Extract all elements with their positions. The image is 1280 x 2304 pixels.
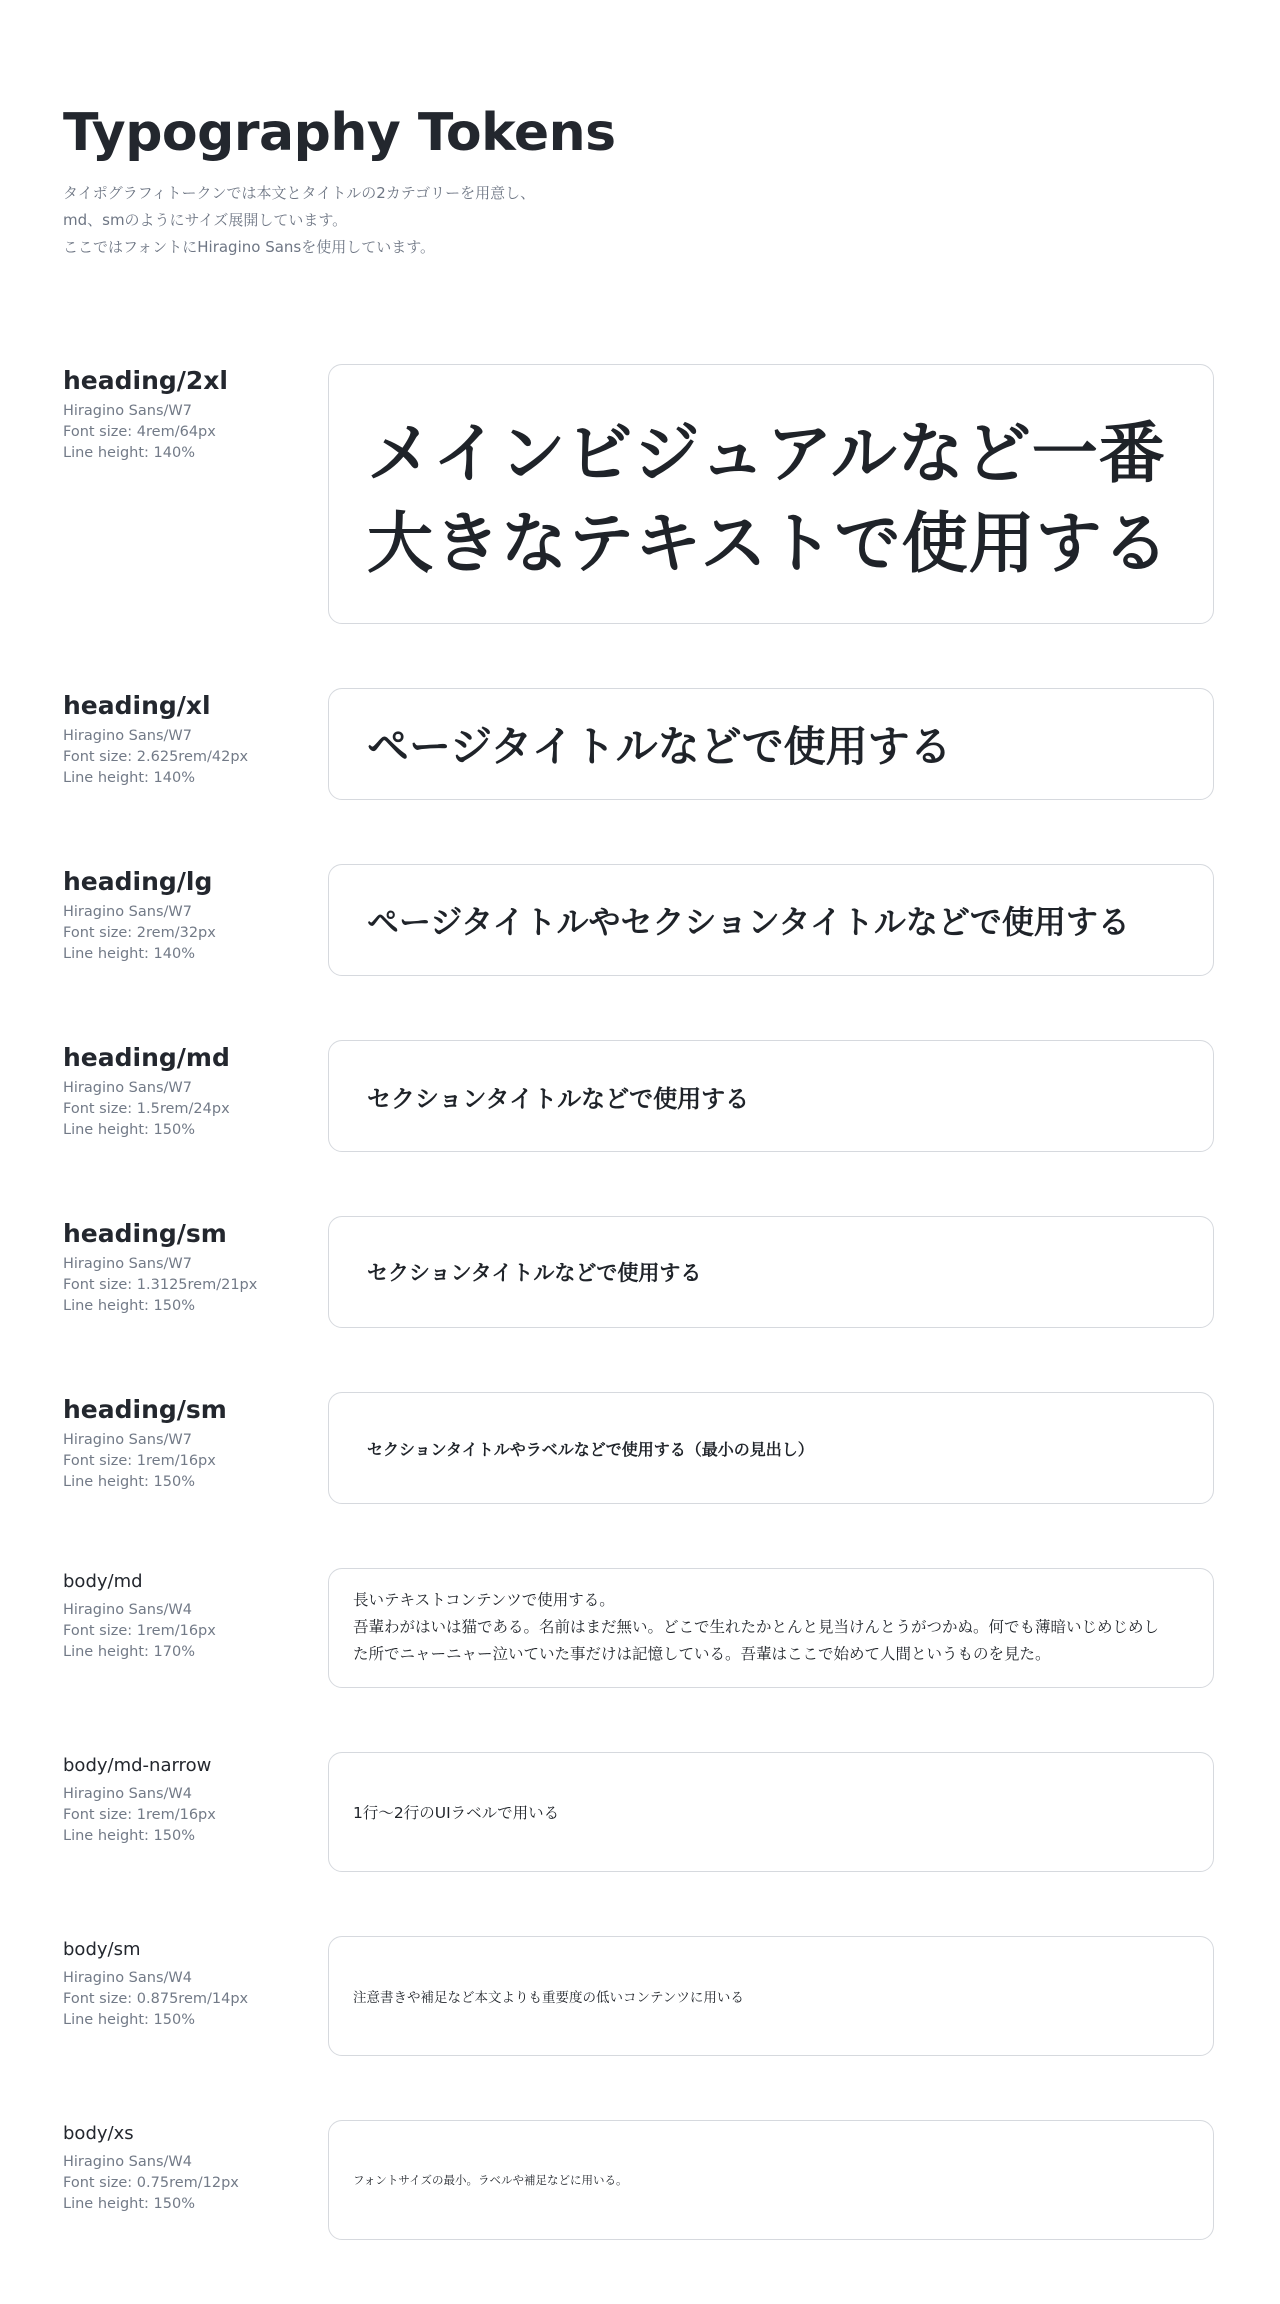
token-line-height: Line height: 140% bbox=[63, 445, 195, 461]
token-sample-card bbox=[328, 688, 1214, 800]
token-sample-text bbox=[353, 1587, 1159, 1668]
token-line-height: Line height: 150% bbox=[63, 2196, 195, 2212]
token-sample-card bbox=[328, 1392, 1214, 1504]
intro-line: md、smのようにサイズ展開しています。 bbox=[63, 211, 348, 229]
token-sample-card bbox=[328, 864, 1214, 976]
token-name: heading/xl bbox=[63, 691, 211, 720]
token-sample-card bbox=[328, 1936, 1214, 2056]
token-font-size: Font size: 4rem/64px bbox=[63, 424, 216, 440]
intro-line: タイポグラフィトークンでは本文とタイトルの2カテゴリーを用意し、 bbox=[63, 184, 536, 202]
sample-line: 吾輩わがはいは猫である。名前はまだ無い。どこで生れたかとんと見当けんとうがつかぬ。何でも薄暗いじめじめし bbox=[353, 1618, 1160, 1636]
token-meta bbox=[63, 1937, 248, 2031]
token-sample-text: 1行〜2行のUIラベルで用いる bbox=[353, 1804, 560, 1822]
token-font-size: Font size: 1.5rem/24px bbox=[63, 1101, 230, 1117]
token-font: Hiragino Sans/W4 bbox=[63, 1602, 192, 1618]
intro-line: ここではフォントにHiragino Sansを使用しています。 bbox=[63, 238, 436, 256]
page-title: Typography Tokens bbox=[63, 103, 616, 163]
token-sample-card bbox=[328, 364, 1214, 624]
token-name: body/xs bbox=[63, 2123, 134, 2144]
token-meta bbox=[63, 2121, 239, 2215]
token-sample-card bbox=[328, 1568, 1214, 1688]
token-meta bbox=[63, 1569, 216, 1663]
token-meta bbox=[63, 364, 228, 464]
token-font: Hiragino Sans/W4 bbox=[63, 1970, 192, 1986]
token-font-size: Font size: 1rem/16px bbox=[63, 1453, 216, 1469]
token-meta bbox=[63, 1217, 257, 1317]
token-font: Hiragino Sans/W7 bbox=[63, 1256, 192, 1272]
token-meta bbox=[63, 1753, 216, 1847]
token-meta bbox=[63, 1041, 230, 1141]
token-font-size: Font size: 1.3125rem/21px bbox=[63, 1277, 258, 1293]
token-line-height: Line height: 140% bbox=[63, 770, 195, 786]
sample-line: 長いテキストコンテンツで使用する。 bbox=[353, 1591, 615, 1609]
token-line-height: Line height: 150% bbox=[63, 1122, 195, 1138]
token-font-size: Font size: 2rem/32px bbox=[63, 925, 216, 941]
token-font-size: Font size: 2.625rem/42px bbox=[63, 749, 249, 765]
token-line-height: Line height: 170% bbox=[63, 1644, 195, 1660]
token-font-size: Font size: 0.75rem/12px bbox=[63, 2175, 239, 2191]
token-font: Hiragino Sans/W7 bbox=[63, 1080, 192, 1096]
token-sample-card bbox=[328, 2120, 1214, 2240]
token-line-height: Line height: 140% bbox=[63, 946, 195, 962]
token-font: Hiragino Sans/W4 bbox=[63, 1786, 192, 1802]
page-intro bbox=[63, 180, 703, 261]
token-name: heading/sm bbox=[63, 1219, 227, 1248]
token-sample-text: セクションタイトルなどで使用する bbox=[367, 1084, 750, 1113]
token-sample-card bbox=[328, 1216, 1214, 1328]
token-font: Hiragino Sans/W7 bbox=[63, 904, 192, 920]
token-name: heading/md bbox=[63, 1043, 230, 1072]
token-line-height: Line height: 150% bbox=[63, 1474, 195, 1490]
token-sample-text: フォントサイズの最小。ラベルや補足などに用いる。 bbox=[353, 2173, 628, 2187]
token-name: body/sm bbox=[63, 1939, 141, 1960]
token-name: body/md-narrow bbox=[63, 1755, 212, 1776]
token-sample-card bbox=[328, 1752, 1214, 1872]
token-line-height: Line height: 150% bbox=[63, 1828, 195, 1844]
token-sample-text: セクションタイトルなどで使用する bbox=[367, 1261, 702, 1285]
sample-line: た所でニャーニャー泣いていた事だけは記憶している。吾輩はここで始めて人間というものを見た。 bbox=[353, 1645, 1051, 1663]
sample-line: 大きなテキストで使用する bbox=[367, 505, 1170, 582]
token-meta bbox=[63, 689, 248, 789]
token-line-height: Line height: 150% bbox=[63, 1298, 195, 1314]
token-meta bbox=[63, 1393, 227, 1493]
token-sample-card bbox=[328, 1040, 1214, 1152]
token-sample-text: ページタイトルなどで使用する bbox=[367, 722, 952, 771]
token-font-size: Font size: 1rem/16px bbox=[63, 1807, 216, 1823]
token-sample-text: セクションタイトルやラベルなどで使用する（最小の見出し） bbox=[367, 1439, 814, 1459]
token-sample-text: 注意書きや補足など本文よりも重要度の低いコンテンツに用いる bbox=[353, 1990, 744, 2006]
token-font: Hiragino Sans/W4 bbox=[63, 2154, 192, 2170]
token-name: heading/sm bbox=[63, 1395, 227, 1424]
token-font-size: Font size: 0.875rem/14px bbox=[63, 1991, 249, 2007]
token-font-size: Font size: 1rem/16px bbox=[63, 1623, 216, 1639]
token-sample-text: ページタイトルやセクションタイトルなどで使用する bbox=[367, 903, 1130, 941]
token-name: body/md bbox=[63, 1571, 143, 1592]
token-name: heading/2xl bbox=[63, 366, 229, 395]
token-font: Hiragino Sans/W7 bbox=[63, 728, 192, 744]
token-line-height: Line height: 150% bbox=[63, 2012, 195, 2028]
token-sample-text bbox=[367, 409, 1170, 589]
token-meta bbox=[63, 865, 216, 965]
token-font: Hiragino Sans/W7 bbox=[63, 1432, 192, 1448]
token-name: heading/lg bbox=[63, 867, 213, 896]
sample-line: メインビジュアルなど一番 bbox=[367, 415, 1166, 492]
token-font: Hiragino Sans/W7 bbox=[63, 403, 192, 419]
